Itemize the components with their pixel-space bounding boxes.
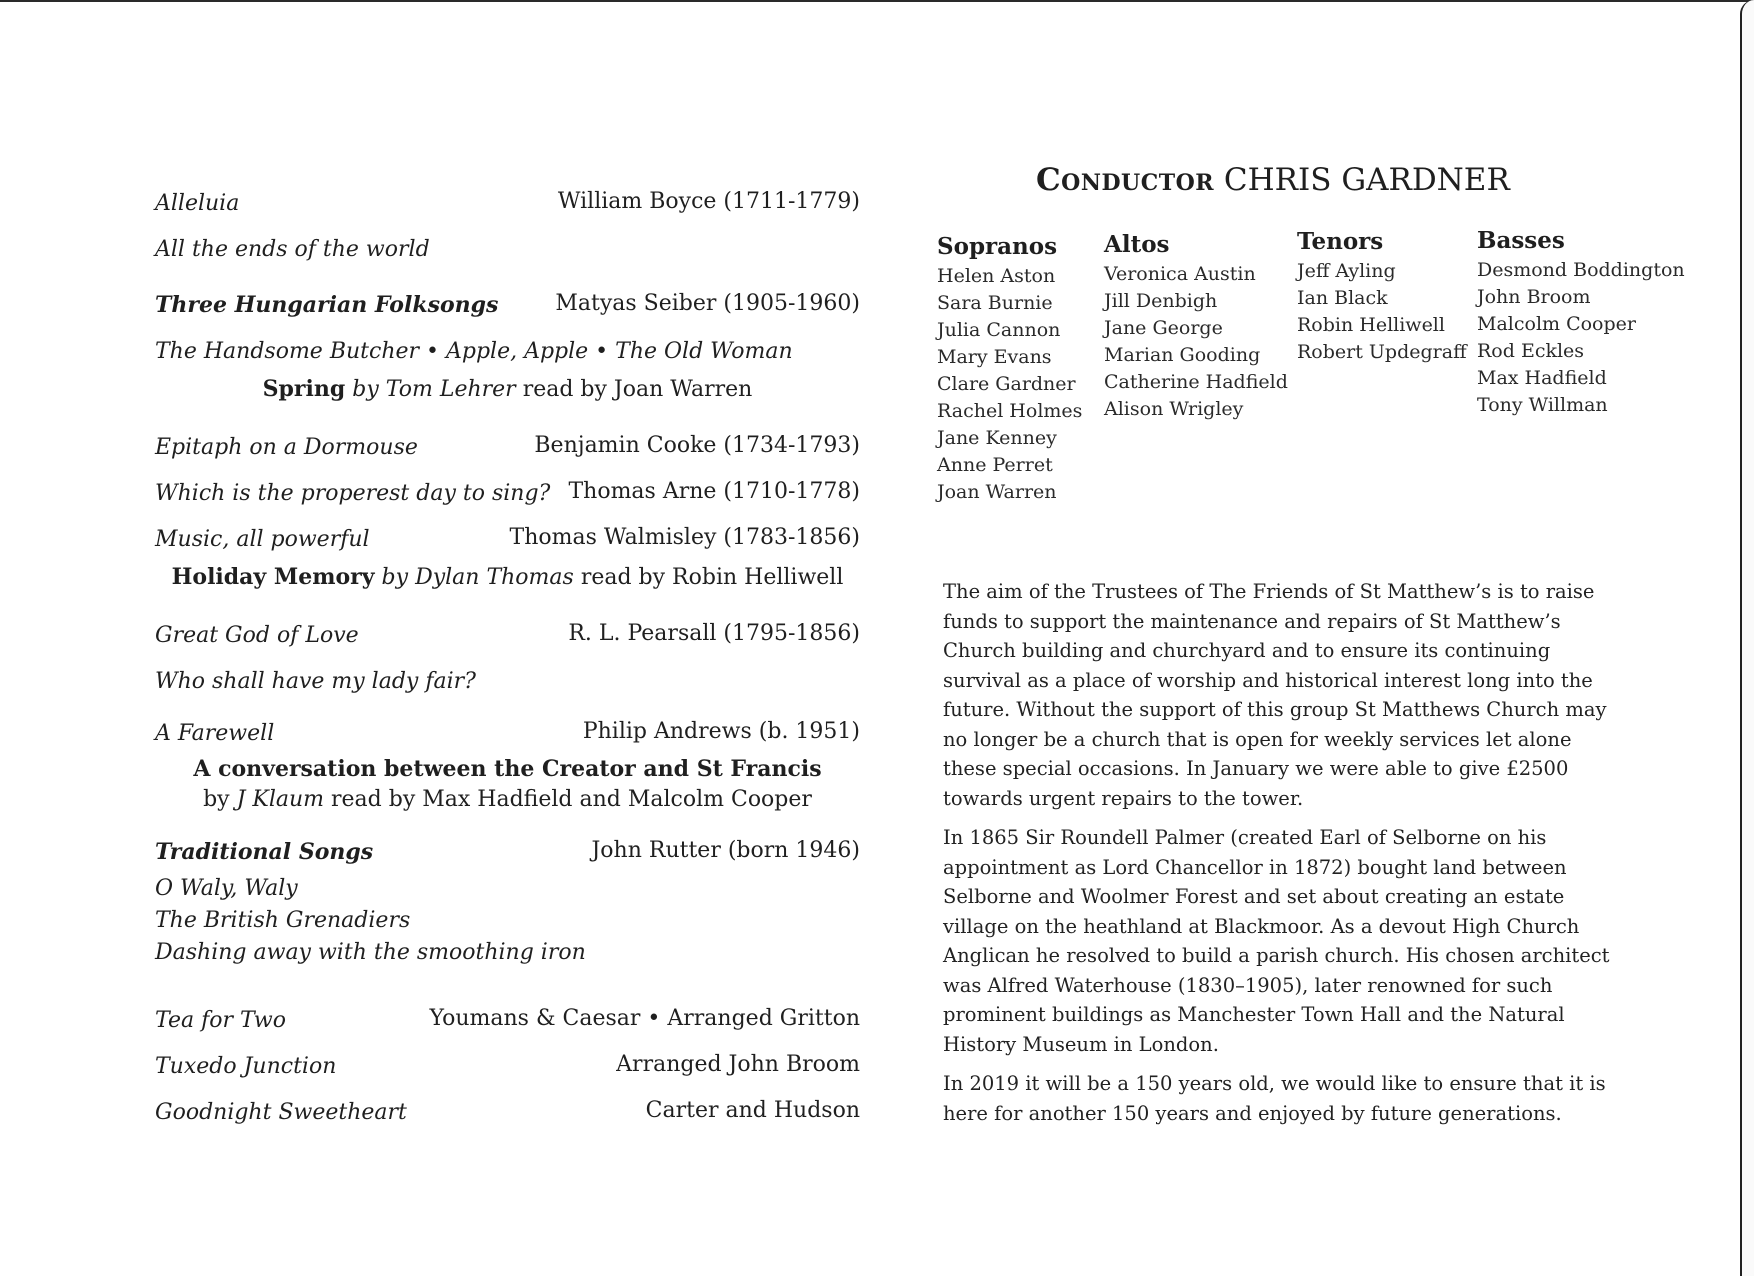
choir-member: Malcolm Cooper <box>1477 313 1636 335</box>
piece-composer: Thomas Arne (1710-1778) <box>568 479 860 504</box>
programme-item <box>155 262 860 318</box>
altos-column <box>1104 231 1288 423</box>
piece-title: Epitaph on a Dormouse <box>155 435 418 460</box>
choir-member: Mary Evans <box>937 346 1052 368</box>
piece-composer: John Rutter (born 1946) <box>591 838 860 863</box>
choir-member: Desmond Boddington <box>1477 259 1685 281</box>
programme-item <box>155 170 860 216</box>
choir-member: Max Hadfield <box>1477 367 1607 389</box>
piece-title: Goodnight Sweetheart <box>155 1100 407 1125</box>
programme-list <box>155 170 860 1125</box>
reading-conversation <box>155 746 860 815</box>
paragraph: The aim of the Trustees of The Friends of St Matthew’s is to raise funds to support the maintenance and repairs of St Matthew’s Church building and churchyard and to ensure its continuing survival as a place of worship and historical interest long into the future. Without the support of this group St Matthews Church may no longer be a church that is open for weekly services let alone these special occasions. In January we were able to give £2500 towards urgent repairs to the tower. <box>943 580 1607 810</box>
choir-member: Helen Aston <box>937 265 1056 287</box>
programme-item <box>155 1079 860 1125</box>
reading-by: by <box>381 565 409 590</box>
reading-reader: read by Joan Warren <box>522 377 753 402</box>
choir-member: Ian Black <box>1297 287 1388 309</box>
conductor-name: CHRIS GARDNER <box>1223 162 1510 198</box>
reading-title: A conversation between the Creator and St Francis <box>193 756 822 782</box>
reading-by: by <box>352 377 379 402</box>
choir-member: Jill Denbigh <box>1104 290 1218 312</box>
reading-author: Dylan Thomas <box>415 565 574 590</box>
paragraph: In 2019 it will be a 150 years old, we would like to ensure that it is here for another 150 years and enjoyed by future generations. <box>943 1072 1606 1125</box>
piece-title: Traditional Songs <box>155 839 374 865</box>
piece-title: Great God of Love <box>155 623 359 648</box>
programme-item <box>155 506 860 552</box>
piece-composer: Benjamin Cooke (1734-1793) <box>534 433 860 458</box>
piece-title: Music, all powerful <box>155 527 370 552</box>
piece-title: Alleluia <box>155 191 240 216</box>
piece-title: Tea for Two <box>155 1008 286 1033</box>
voice-heading: Basses <box>1477 227 1565 254</box>
programme-item <box>155 216 860 262</box>
top-edge-rule <box>0 0 1754 2</box>
choir-member: Clare Gardner <box>937 373 1076 395</box>
choir-member: Anne Perret <box>937 454 1053 476</box>
piece-composer: Thomas Walmisley (1783-1856) <box>509 525 860 550</box>
reading-reader: read by Max Hadfield and Malcolm Cooper <box>331 787 812 812</box>
choir-member: Alison Wrigley <box>1104 398 1244 420</box>
reading-by: by <box>203 787 230 812</box>
song-title: O Waly, Waly <box>155 876 298 901</box>
piece-title: The Handsome Butcher • Apple, Apple • The Old Woman <box>155 339 793 364</box>
reading-title: Spring <box>262 376 346 402</box>
choir-member: Joan Warren <box>937 481 1057 503</box>
choir-member: Jeff Ayling <box>1297 260 1396 282</box>
voice-heading: Altos <box>1104 231 1170 258</box>
piece-title: Tuxedo Junction <box>155 1054 337 1079</box>
choir-member: Marian Gooding <box>1104 344 1261 366</box>
piece-composer: Carter and Hudson <box>645 1098 860 1123</box>
voice-heading: Sopranos <box>937 233 1058 260</box>
piece-composer: Philip Andrews (b. 1951) <box>582 719 860 744</box>
voice-heading: Tenors <box>1297 228 1384 255</box>
reading-author: J Klaum <box>236 787 325 812</box>
choir-member: Tony Willman <box>1477 394 1608 416</box>
basses-column <box>1477 227 1685 419</box>
conductor-role: Conductor <box>1036 162 1215 198</box>
programme-item <box>155 414 860 460</box>
tenors-column <box>1297 228 1467 366</box>
programme-item <box>155 1033 860 1079</box>
programme-item <box>155 987 860 1033</box>
programme-item <box>155 602 860 648</box>
programme-item <box>155 318 860 364</box>
reading-holiday-memory <box>155 552 860 602</box>
choir-member: Catherine Hadfield <box>1104 371 1288 393</box>
reading-author: Tom Lehrer <box>385 377 516 402</box>
choir-member: Sara Burnie <box>937 292 1053 314</box>
piece-composer: Youmans & Caesar • Arranged Gritton <box>429 1006 860 1031</box>
traditional-songs-list <box>155 873 860 969</box>
friends-of-st-matthews-text <box>943 577 1623 1138</box>
piece-composer: Arranged John Broom <box>616 1052 860 1077</box>
piece-composer: R. L. Pearsall (1795-1856) <box>568 621 860 646</box>
sopranos-column <box>937 233 1082 506</box>
reading-title: Holiday Memory <box>171 564 375 590</box>
choir-member: Julia Cannon <box>937 319 1061 341</box>
choir-member: Rod Eckles <box>1477 340 1585 362</box>
reading-reader: read by Robin Helliwell <box>580 565 844 590</box>
programme-item <box>155 648 860 694</box>
choir-member: Rachel Holmes <box>937 400 1083 422</box>
piece-title: Three Hungarian Folksongs <box>155 292 499 318</box>
programme-item <box>155 815 860 865</box>
piece-composer: Matyas Seiber (1905-1960) <box>555 291 860 316</box>
piece-title: All the ends of the world <box>155 237 430 262</box>
choir-member: John Broom <box>1477 286 1591 308</box>
piece-title: A Farewell <box>155 721 275 746</box>
choir-member: Robin Helliwell <box>1297 314 1445 336</box>
song-title: Dashing away with the smoothing iron <box>155 940 586 965</box>
paragraph: In 1865 Sir Roundell Palmer (created Earl of Selborne on his appointment as Lord Chancellor in 1872) bought land between Selborne and Woolmer Forest and set about creating an estate village on the heathland at Blackmoor. As a devout High Church Anglican he resolved to build a parish church. His chosen architect was Alfred Waterhouse (1830–1905), later renowned for such prominent buildings as Manchester Town Hall and the Natural History Museum in London. <box>943 826 1610 1056</box>
piece-composer: William Boyce (1711-1779) <box>557 189 860 214</box>
song-title: The British Grenadiers <box>155 908 411 933</box>
choir-member: Veronica Austin <box>1104 263 1256 285</box>
programme-item <box>155 694 860 746</box>
piece-title: Which is the properest day to sing? <box>155 481 551 506</box>
choir-member: Jane Kenney <box>937 427 1057 449</box>
choir-member: Robert Updegraff <box>1297 341 1467 363</box>
conductor-heading <box>1036 162 1510 198</box>
page-edge <box>1740 0 1754 1276</box>
choir-member: Jane George <box>1104 317 1223 339</box>
piece-title: Who shall have my lady fair? <box>155 669 476 694</box>
programme-item <box>155 460 860 506</box>
reading-spring <box>155 364 860 414</box>
